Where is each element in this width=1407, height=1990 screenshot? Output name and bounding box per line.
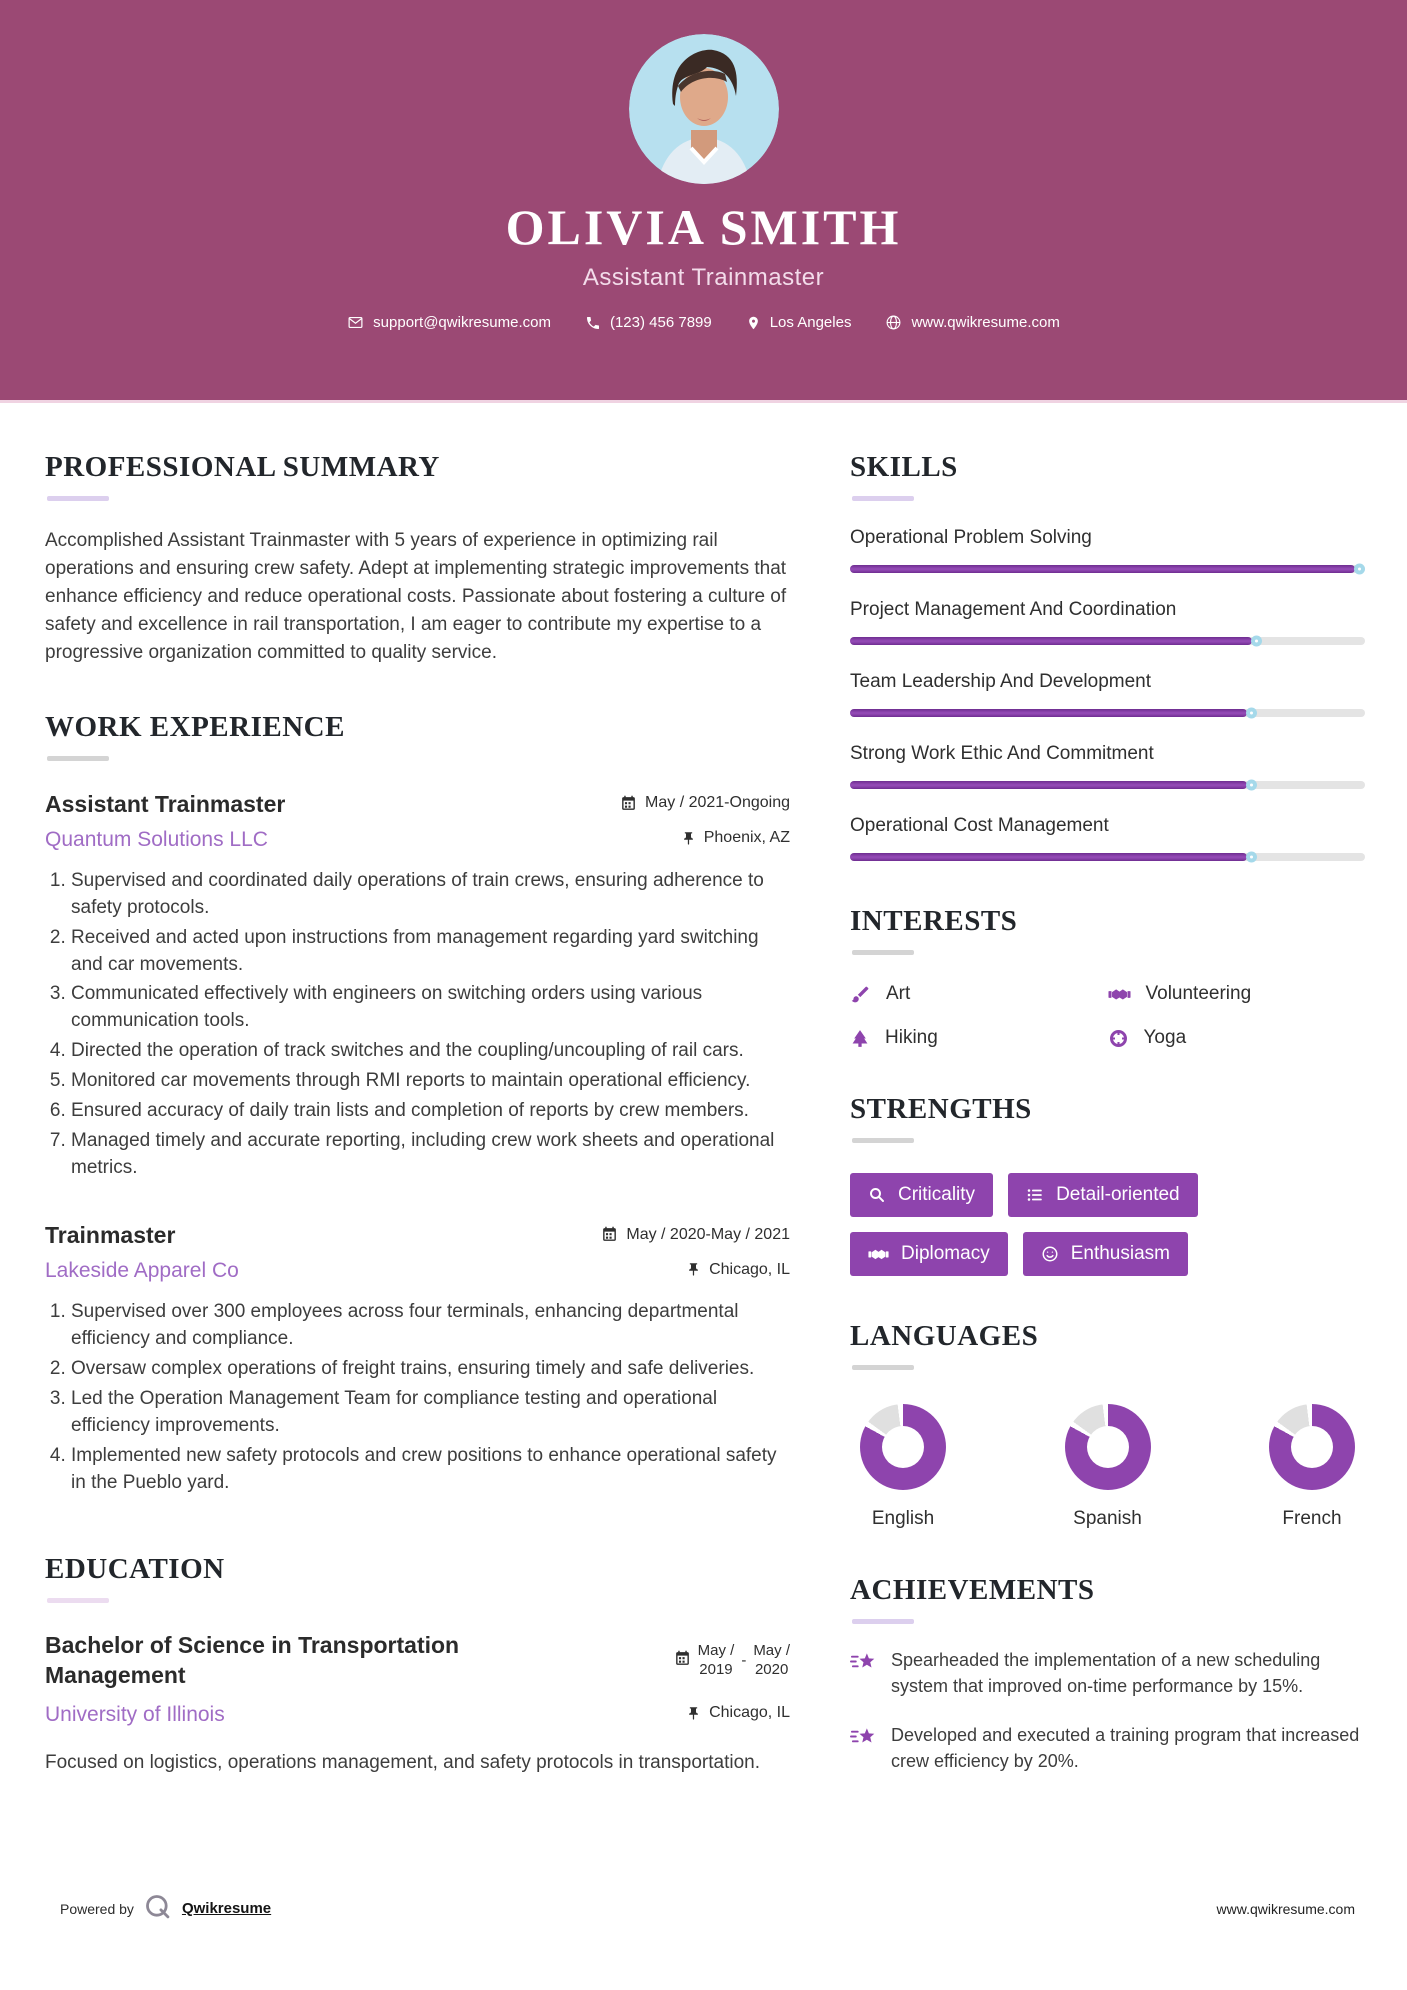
job-bullet: 5. Monitored car movements through RMI reports to maintain operational efficiency. [71, 1068, 790, 1095]
heading-underline [852, 1138, 914, 1143]
job-title: Assistant Trainmaster [45, 790, 286, 817]
job-bullet: 2. Received and acted upon instructions from management regarding yard switching and car movements. [71, 925, 790, 979]
contact-email-text: support@qwikresume.com [373, 314, 551, 331]
interest-item: Yoga [1108, 1027, 1366, 1049]
job-bullet: 6. Ensured accuracy of daily train lists and completion of reports by crew members. [71, 1098, 790, 1125]
skill-bar-track [850, 565, 1365, 573]
heading-underline [852, 1365, 914, 1370]
job-company[interactable]: Quantum Solutions LLC [45, 827, 268, 851]
section-heading: EDUCATION [45, 1553, 225, 1586]
footer-website-link[interactable]: www.qwikresume.com [1216, 1900, 1355, 1917]
strength-chip[interactable]: Diplomacy [850, 1232, 1008, 1276]
heading-underline [47, 756, 109, 761]
strength-chip[interactable]: Enthusiasm [1023, 1232, 1188, 1276]
skill-item: Project Management And Coordination [850, 599, 1365, 645]
section-achievements [850, 1574, 1365, 1774]
calendar-icon [620, 795, 637, 812]
slider-handle[interactable] [1251, 636, 1262, 647]
person-job-title: Assistant Trainmaster [582, 264, 825, 291]
skill-bar-track [850, 853, 1365, 861]
contact-location-text: Los Angeles [769, 314, 852, 331]
main-content [0, 403, 1407, 1821]
heading-underline [852, 1619, 914, 1624]
job-entry [45, 791, 790, 1183]
strength-chip[interactable]: Detail-oriented [1008, 1173, 1198, 1217]
language-item [860, 1404, 946, 1530]
job-company[interactable]: Lakeside Apparel Co [45, 1259, 239, 1283]
job-date: May / 2020-May / 2021 [601, 1226, 790, 1244]
paintbrush-icon [850, 984, 871, 1005]
section-heading: LANGUAGES [850, 1320, 1039, 1352]
left-column [45, 451, 790, 1821]
job-bullet: 4. Directed the operation of track switches and the coupling/uncoupling of rail cars. [71, 1038, 790, 1065]
skill-bar-fill [850, 853, 1247, 861]
contact-website-text: www.qwikresume.com [911, 314, 1060, 331]
education-degree: Bachelor of Science in Transportation Management [45, 1632, 460, 1688]
phone-icon [585, 315, 601, 331]
section-professional-summary [45, 451, 790, 667]
profile-photo-illustration [629, 34, 779, 184]
interest-item: Hiking [850, 1027, 1108, 1049]
education-date-end: May / 2020 [753, 1642, 790, 1678]
education-location: Chicago, IL [686, 1704, 790, 1722]
slider-handle[interactable] [1246, 708, 1257, 719]
job-bullet: 1. Supervised and coordinated daily operations of train crews, ensuring adherence to safety protocols. [71, 868, 790, 922]
language-donut [1269, 1404, 1355, 1490]
job-bullet: 3. Led the Operation Management Team for compliance testing and operational efficiency improvements. [71, 1386, 790, 1440]
right-column [850, 451, 1365, 1821]
qwikresume-brand-link[interactable]: Qwikresume [181, 1900, 272, 1917]
contact-phone[interactable] [585, 314, 712, 331]
section-strengths [850, 1093, 1365, 1276]
smiley-icon [1041, 1245, 1059, 1263]
section-heading: INTERESTS [850, 905, 1018, 937]
education-dates [674, 1631, 790, 1691]
language-label: French [1282, 1508, 1342, 1529]
job-bullet: 4. Implemented new safety protocols and crew positions to enhance operational safety in the Pueblo yard. [71, 1443, 790, 1497]
job-entry [45, 1222, 790, 1497]
calendar-icon [601, 1226, 618, 1243]
education-description: Focused on logistics, operations management, and safety protocols in transportation. [45, 1751, 761, 1773]
handshake-icon [868, 1246, 889, 1262]
skill-bar-track [850, 709, 1365, 717]
job-bullets [45, 868, 790, 1183]
heading-underline [852, 496, 914, 501]
interest-item: Art [850, 983, 1108, 1005]
section-interests [850, 905, 1365, 1049]
footer [0, 1893, 1407, 1924]
skill-bar-fill [850, 565, 1355, 573]
skill-item: Strong Work Ethic And Commitment [850, 743, 1365, 789]
strength-chip[interactable]: Criticality [850, 1173, 993, 1217]
skill-bar-fill [850, 709, 1247, 717]
calendar-icon [674, 1650, 691, 1673]
section-education [45, 1553, 790, 1777]
skill-item: Team Leadership And Development [850, 671, 1365, 717]
summary-text: Accomplished Assistant Trainmaster with 5 years of experience in optimizing rail operations and ensuring crew safety. Adept at implementing strategic improvements that enhance efficiency and reduce operational costs. Passionate about fostering a culture of safety and excellence in rail transportation, I am eager to contribute my expertise to a progressive organization committed to quality service. [45, 530, 787, 663]
heading-underline [852, 950, 914, 955]
location-icon [746, 315, 761, 331]
skill-bar-track [850, 637, 1365, 645]
language-label: English [871, 1508, 935, 1529]
job-bullets [45, 1299, 790, 1497]
globe-icon [885, 314, 902, 331]
slider-handle[interactable] [1246, 780, 1257, 791]
section-languages [850, 1320, 1365, 1530]
avatar [629, 34, 779, 184]
heading-underline [47, 496, 109, 501]
language-donut [860, 1404, 946, 1490]
education-date-start: May / 2019 [697, 1642, 735, 1678]
language-item [1065, 1404, 1151, 1530]
section-heading: SKILLS [850, 451, 958, 483]
achievement-item: Spearheaded the implementation of a new scheduling system that improved on-time performance by 15%. [850, 1648, 1365, 1699]
language-label: Spanish [1073, 1508, 1142, 1529]
header [0, 0, 1407, 403]
education-school[interactable]: University of Illinois [45, 1702, 225, 1726]
education-date-separator: - [741, 1651, 747, 1669]
job-bullet: 7. Managed timely and accurate reporting, including crew work sheets and operational metrics. [71, 1128, 790, 1182]
handshake-icon [1108, 985, 1131, 1003]
job-title: Trainmaster [45, 1222, 176, 1249]
contact-phone-text: (123) 456 7899 [609, 314, 712, 331]
section-work-experience [45, 711, 790, 1497]
pushpin-icon [681, 831, 696, 846]
job-location: Chicago, IL [686, 1261, 790, 1279]
job-bullet: 2. Oversaw complex operations of freight trains, ensuring timely and safe deliveries. [71, 1356, 790, 1383]
skill-bar-fill [850, 781, 1247, 789]
magnifier-icon [868, 1186, 886, 1204]
job-location: Phoenix, AZ [681, 829, 790, 847]
tree-icon [850, 1028, 870, 1049]
pushpin-icon [686, 1706, 701, 1721]
job-date: May / 2021-Ongoing [620, 794, 790, 812]
list-icon [1026, 1186, 1044, 1204]
job-bullet: 1. Supervised over 300 employees across four terminals, enhancing departmental efficiency and compliance. [71, 1299, 790, 1353]
email-icon [347, 314, 364, 331]
interest-item: Volunteering [1108, 983, 1366, 1005]
powered-by-label: Powered by [60, 1900, 134, 1917]
contact-email[interactable] [347, 314, 551, 331]
qwikresume-logo-icon [144, 1893, 172, 1924]
language-donut [1065, 1404, 1151, 1490]
skill-item: Operational Problem Solving [850, 527, 1365, 573]
shooting-star-icon [850, 1648, 877, 1699]
contact-row [347, 314, 1060, 331]
contact-location[interactable] [746, 314, 852, 331]
slider-handle[interactable] [1354, 564, 1365, 575]
section-skills [850, 451, 1365, 861]
skill-bar-fill [850, 637, 1252, 645]
person-name: OLIVIA SMITH [505, 199, 902, 255]
section-heading: STRENGTHS [850, 1093, 1032, 1125]
section-heading: ACHIEVEMENTS [850, 1574, 1095, 1606]
language-item [1269, 1404, 1355, 1530]
skill-item: Operational Cost Management [850, 815, 1365, 861]
heading-underline [47, 1598, 109, 1603]
section-heading: PROFESSIONAL SUMMARY [45, 451, 440, 483]
contact-website[interactable] [885, 314, 1059, 331]
achievement-item: Developed and executed a training program that increased crew efficiency by 20%. [850, 1723, 1365, 1774]
slider-handle[interactable] [1246, 852, 1257, 863]
job-bullet: 3. Communicated effectively with engineers on switching orders using various communication tools. [71, 981, 790, 1035]
pushpin-icon [686, 1262, 701, 1277]
lifebuoy-icon [1108, 1028, 1129, 1049]
skill-bar-track [850, 781, 1365, 789]
section-heading: WORK EXPERIENCE [45, 710, 345, 743]
shooting-star-icon [850, 1723, 877, 1774]
